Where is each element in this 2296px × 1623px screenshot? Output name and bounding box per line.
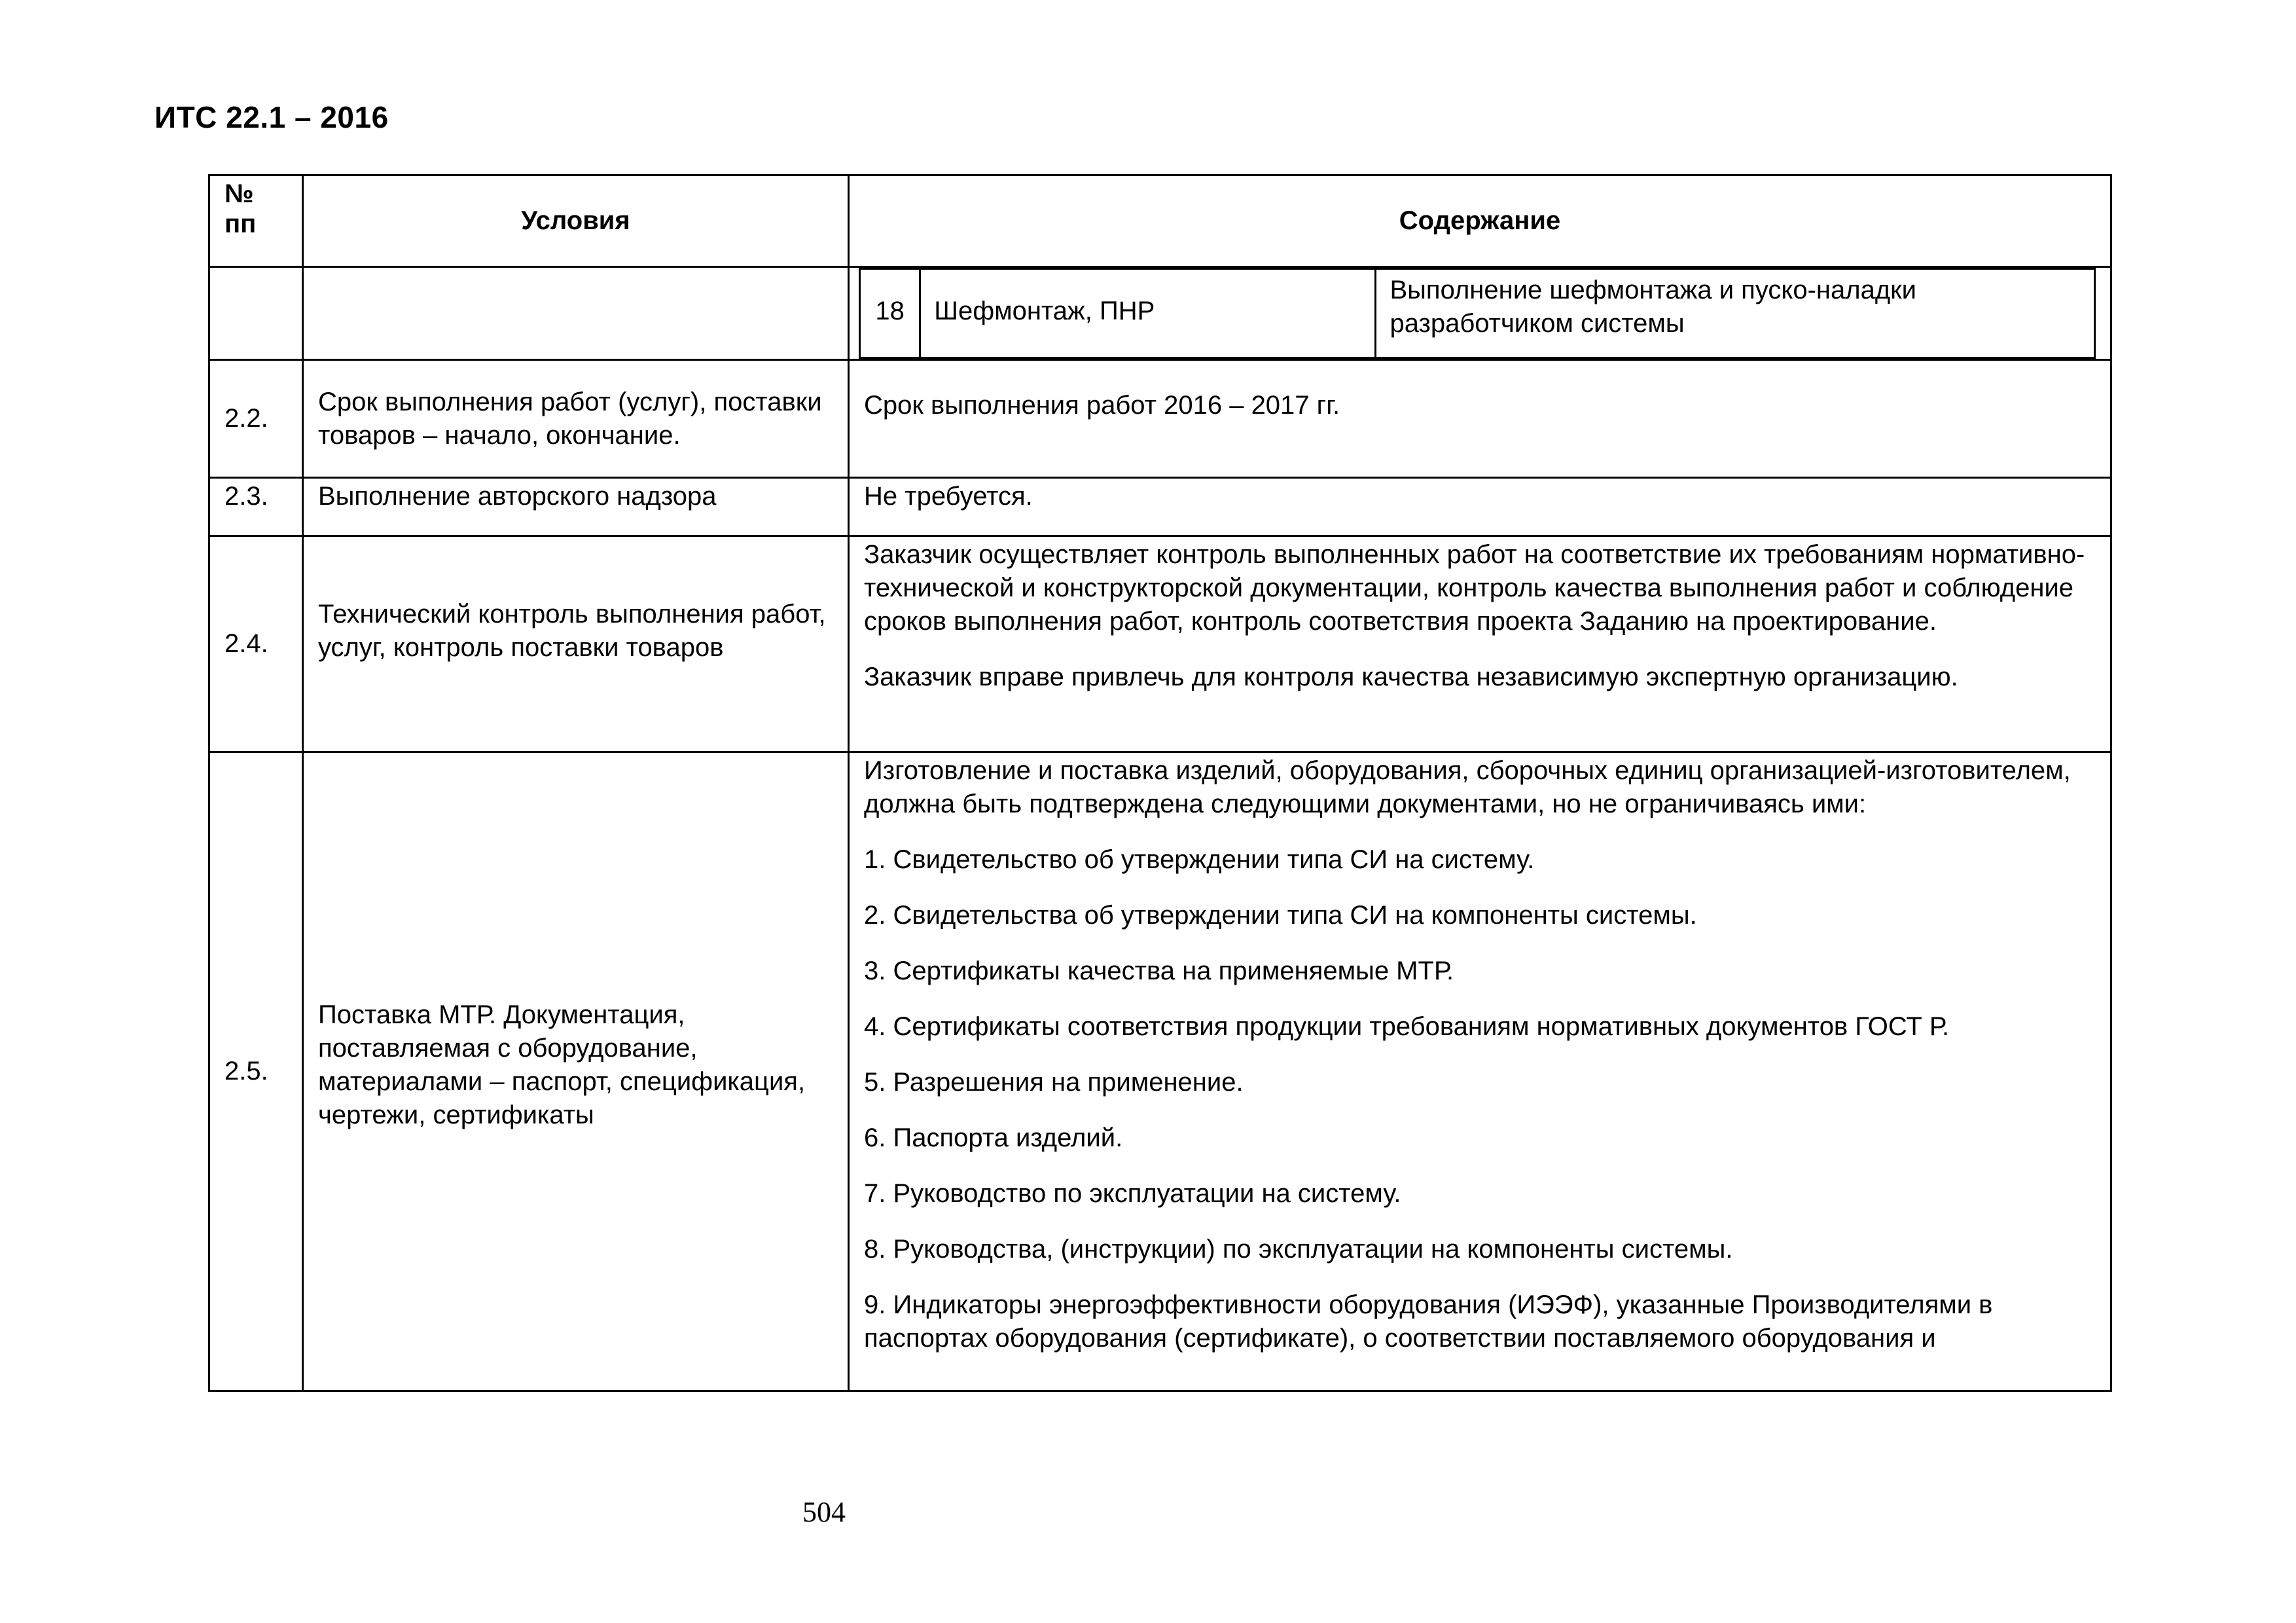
row-condition: Выполнение авторского надзора [303,478,849,536]
table-row [209,360,2111,478]
nested-row-name: Шефмонтаж, ПНР [920,269,1376,358]
row-number: 2.5. [209,752,303,1391]
page-number: 504 [802,1496,846,1528]
row-condition: Срок выполнения работ (услуг), поставки товаров – начало, окончание. [303,360,849,478]
row-number: 2.2. [209,360,303,478]
continuation-content-cell [849,267,2111,360]
row-content [849,478,2111,536]
row-number: 2.3. [209,478,303,536]
nested-row [860,269,2095,358]
header-number: № пп [209,175,303,267]
content-paragraph: Срок выполнения работ 2016 – 2017 гг. [864,391,1340,420]
row-content [849,360,2111,478]
content-paragraph: Заказчик вправе привлечь для контроля качества независимую экспертную организацию. [864,663,1958,691]
content-paragraph: Заказчик осуществляет контроль выполненных работ на соответствие их требованиям нормативно-технической и конструкторской документации, контроль качества выполнения работ и соблюдение сроков выполнения работ, контроль соответствия проекта Заданию на проектирование. [864,540,2085,636]
table-row [209,478,2111,536]
row-number: 2.4. [209,536,303,752]
content-list-item: 1. Свидетельство об утверждении типа СИ на систему. [864,845,1535,874]
content-paragraph: Изготовление и поставка изделий, оборудования, сборочных единиц организацией-изготовителем, должна быть подтверждена следующими документами, но не ограничиваясь ими: [864,756,2071,818]
header-conditions: Условия [303,175,849,267]
content-list-item: 6. Паспорта изделий. [864,1123,1123,1152]
content-list-item: 7. Руководство по эксплуатации на систему. [864,1179,1401,1208]
table-header-row [209,175,2111,267]
nested-work-table [859,268,2096,359]
document-header: ИТС 22.1 – 2016 [154,100,389,134]
nested-row-number: 18 [860,269,920,358]
content-list-item: 3. Сертификаты качества на применяемые МТР. [864,957,1454,985]
content-list-item: 9. Индикаторы энергоэффективности оборудования (ИЭЭФ), указанные Производителями в паспортах оборудования (сертификате), о соответствии поставляемого оборудования и [864,1290,1993,1353]
empty-condition-cell [303,267,849,360]
row-condition: Технический контроль выполнения работ, услуг, контроль поставки товаров [303,536,849,752]
table-row-continuation [209,267,2111,360]
row-content [849,536,2111,752]
row-content [849,752,2111,1391]
empty-number-cell [209,267,303,360]
content-list-item: 5. Разрешения на применение. [864,1068,1244,1097]
nested-row-description: Выполнение шефмонтажа и пуско-наладки разработчиком системы [1376,269,2095,358]
table-row [209,536,2111,752]
row-condition: Поставка МТР. Документация, поставляемая с оборудование, материалами – паспорт, спецификация, чертежи, сертификаты [303,752,849,1391]
content-list-item: 8. Руководства, (инструкции) по эксплуатации на компоненты системы. [864,1235,1733,1264]
requirements-table [208,174,2112,1392]
header-content: Содержание [849,175,2111,267]
content-list-item: 4. Сертификаты соответствия продукции требованиям нормативных документов ГОСТ Р. [864,1012,1950,1041]
table-row [209,752,2111,1391]
content-list-item: 2. Свидетельства об утверждении типа СИ на компоненты системы. [864,901,1697,930]
content-paragraph: Не требуется. [864,482,1033,511]
